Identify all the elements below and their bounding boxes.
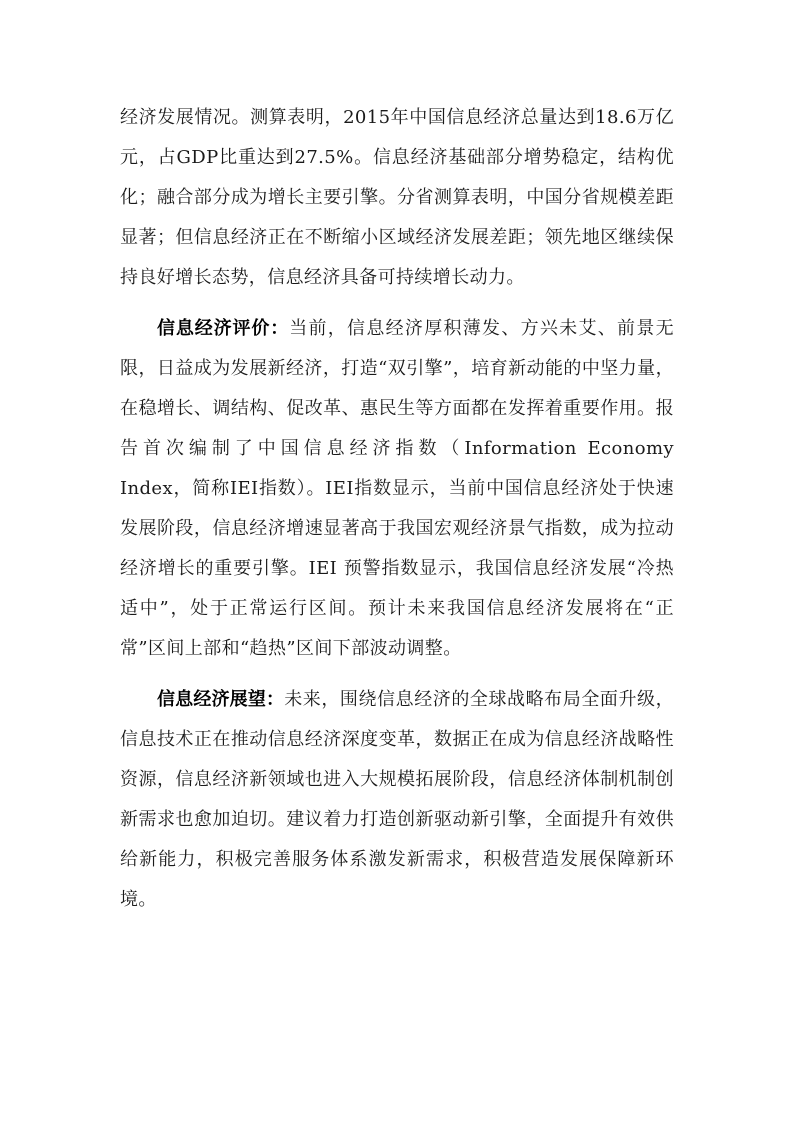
document-page <box>120 98 674 920</box>
paragraph-text: 当前，信息经济厚积薄发、方兴未艾、前景无限，日益成为发展新经济，打造“双引擎”，培育新动能的中坚力量，在稳增长、调结构、促改革、惠民生等方面都在发挥着重要作用。报告首次编制了中国信息经济指数（Information Economy Index，简称IEI指数）。IEI指数显示，当前中国信息经济处于快速发展阶段，信息经济增速显著高于我国宏观经济景气指数，成为拉动经济增长的重要引擎。IEI 预警指数显示，我国信息经济发展“冷热适中”，处于正常运行区间。预计未来我国信息经济发展将在“正常”区间上部和“趋热”区间下部波动调整。 <box>120 318 675 659</box>
paragraph-economy-outlook <box>120 680 674 920</box>
paragraph-economy-evaluation <box>120 309 674 669</box>
paragraph-heading: 信息经济展望： <box>157 689 285 710</box>
paragraph-text: 经济发展情况。测算表明，2015年中国信息经济总量达到18.6万亿元，占GDP比重达到27.5%。信息经济基础部分增势稳定，结构优化；融合部分成为增长主要引擎。分省测算表明，中国分省规模差距显著；但信息经济正在不断缩小区域经济发展差距；领先地区继续保持良好增长态势，信息经济具备可持续增长动力。 <box>120 107 674 288</box>
paragraph-text: 未来，围绕信息经济的全球战略布局全面升级，信息技术正在推动信息经济深度变革，数据正在成为信息经济战略性资源，信息经济新领域也进入大规模拓展阶段，信息经济体制机制创新需求也愈加迫切。建议着力打造创新驱动新引擎，全面提升有效供给新能力，积极完善服务体系激发新需求，积极营造发展保障新环境。 <box>120 689 675 910</box>
paragraph-economic-development <box>120 98 674 298</box>
paragraph-heading: 信息经济评价： <box>157 318 290 339</box>
